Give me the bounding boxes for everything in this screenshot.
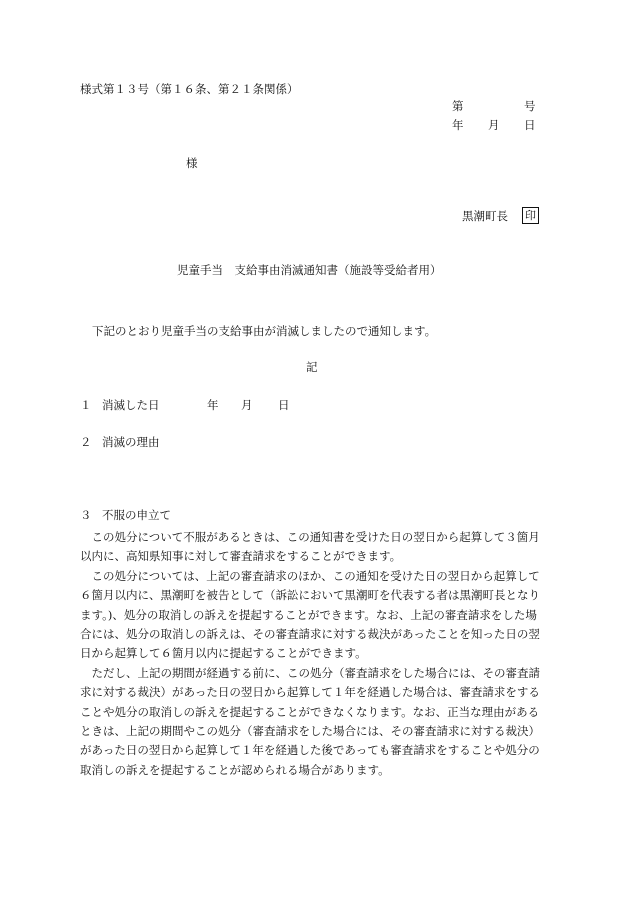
objection-line: ただし、上記の期間が経過する前に、この処分（審査請求をした場合には、その審査請	[80, 665, 540, 680]
doc-number-suffix: 号	[524, 99, 536, 113]
objection-line: 合には、処分の取消しの訴えは、その審査請求に対する裁決があったことを知った日の翌	[80, 626, 540, 641]
recipient-honorific: 様	[186, 156, 198, 170]
date-year-label: 年	[452, 118, 464, 132]
objection-line: ことや処分の取消しの訴えを提起することができなくなります。なお、正当な理由がある	[80, 704, 540, 719]
doc-number-prefix: 第	[452, 99, 464, 113]
form-number: 様式第１３号（第１６条、第２１条関係）	[80, 82, 299, 96]
item-3-number: ３	[80, 508, 92, 522]
objection-line: があった日の翌日から起算して１年を経過した後であっても審査請求をすることや処分の	[80, 743, 540, 758]
objection-line: この処分については、上記の審査請求のほか、この通知を受けた日の翌日から起算して	[80, 568, 540, 583]
item-1-year: 年	[207, 398, 219, 412]
objection-line: 日から起算して６箇月以内に提起することができます。	[80, 646, 367, 661]
objection-line: この処分について不服があるときは、この通知書を受けた日の翌日から起算して３箇月	[80, 530, 540, 544]
date-month-label: 月	[488, 118, 500, 132]
intro-text: 下記のとおり児童手当の支給事由が消滅しましたので通知します。	[92, 324, 437, 338]
item-1-number: １	[80, 398, 92, 412]
document-title: 児童手当 支給事由消滅通知書（施設等受給者用）	[177, 263, 442, 277]
objection-line: 以内に、高知県知事に対して審査請求をすることができます。	[80, 549, 402, 564]
item-2-number: ２	[80, 435, 92, 449]
objection-paragraphs	[80, 528, 552, 780]
date-day-label: 日	[524, 118, 536, 132]
item-1-label: 消滅した日	[102, 398, 160, 412]
objection-line: 取消しの訴えを提起することが認められる場合があります。	[80, 762, 390, 777]
item-1-month: 月	[241, 398, 253, 412]
objection-line: ときは、上記の期間やこの処分（審査請求をした場合には、その審査請求に対する裁決）	[80, 723, 540, 738]
item-1-day: 日	[278, 398, 290, 412]
seal-box: 印	[522, 207, 539, 224]
item-3-label: 不服の申立て	[102, 508, 171, 522]
objection-line: ます。)、処分の取消しの訴えを提起することができます。なお、上記の審査請求をした場	[80, 607, 537, 622]
sender-name: 黒潮町長	[462, 209, 508, 223]
objection-line: 求に対する裁決）があった日の翌日から起算して１年を経過した場合は、審査請求をする	[80, 685, 540, 700]
ki-heading: 記	[306, 360, 318, 374]
item-2-label: 消滅の理由	[102, 435, 160, 449]
objection-line: ６箇月以内に、黒潮町を被告として（訴訟において黒潮町を代表する者は黒潮町長となり	[80, 588, 540, 603]
